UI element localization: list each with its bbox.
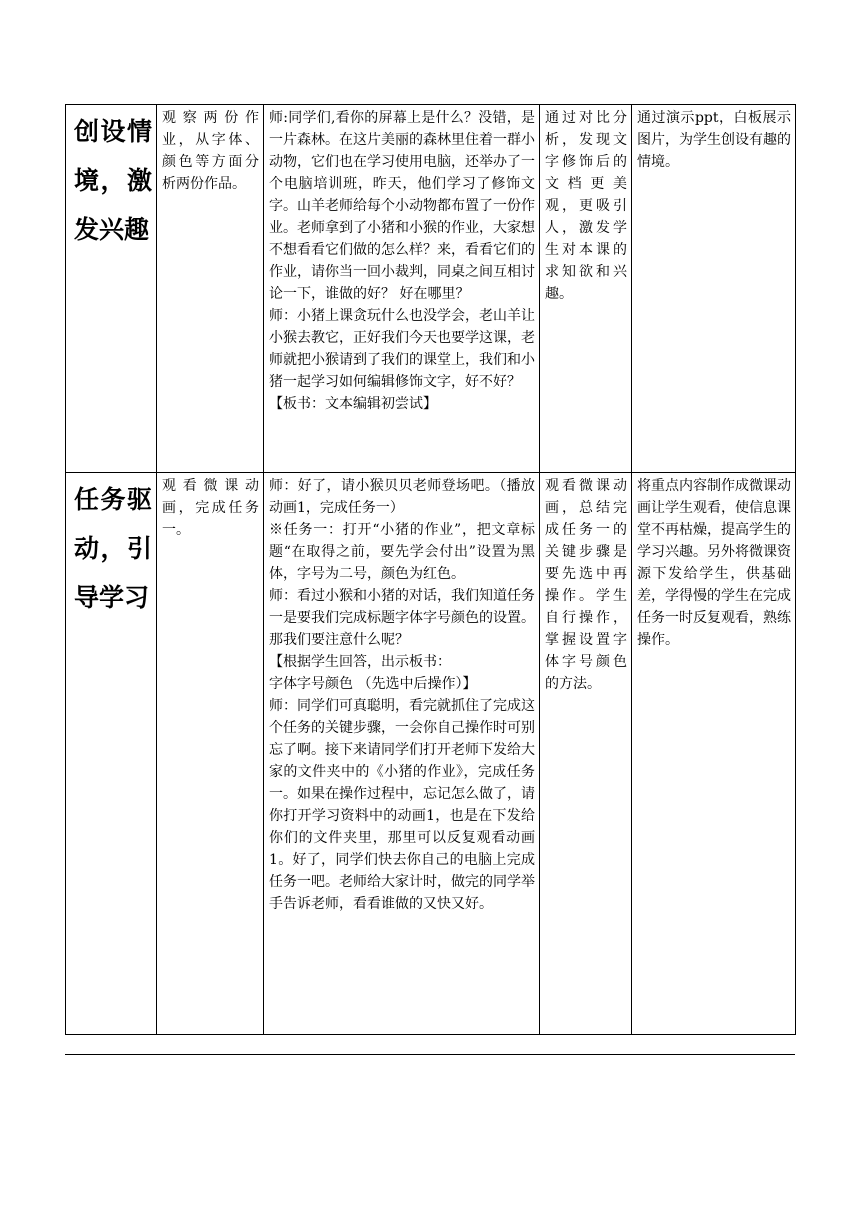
activity-cell: 观察两份作业，从字体、颜色等方面分析两份作品。 <box>157 105 264 473</box>
student-cell: 通过对比分析，发现文字修饰后的文档更美观，更吸引人，激发学生对本课的求知欲和兴趣。 <box>540 105 632 473</box>
stage-cell: 创设情境，激发兴趣 <box>66 105 157 473</box>
table-row <box>66 105 796 473</box>
process-paragraph: 【根据学生回答，出示板书： <box>269 654 451 670</box>
table-bottom-border <box>65 1054 795 1055</box>
process-paragraph: 【板书：文本编辑初尝试】 <box>269 396 437 412</box>
process-paragraph: ※任务一：打开“小猪的作业”，把文章标题“在取得之前，要先学会付出”设置为黑体，字号为二号，颜色为红色。 <box>269 522 535 582</box>
intent-cell: 将重点内容制作成微课动画让学生观看，使信息课堂不再枯燥，提高学生的学习兴趣。另外将微课资源下发给学生，供基础差，学得慢的学生在完成任务一时反复观看，熟练操作。 <box>632 473 796 1035</box>
table-row <box>66 473 796 1035</box>
lesson-plan-table <box>65 104 796 1035</box>
process-paragraph: 字体字号颜色 （先选中后操作）】 <box>269 676 477 692</box>
process-paragraph: 师：小猪上课贪玩什么也没学会，老山羊让小猴去教它，正好我们今天也要学这课，老师就把小猴请到了我们的课堂上，我们和小猪一起学习如何编辑修饰文字，好不好？ <box>269 308 535 390</box>
process-paragraph: 师：看过小猴和小猪的对话，我们知道任务一是要我们完成标题字体字号颜色的设置。那我们要注意什么呢？ <box>269 588 535 648</box>
process-cell <box>264 473 540 1035</box>
process-paragraph: 师：好了，请小猴贝贝老师登场吧。（播放动画1，完成任务一） <box>269 478 535 516</box>
process-paragraph: 师：同学们可真聪明，看完就抓住了完成这个任务的关键步骤，一会你自己操作时可别忘了啊。接下来请同学们打开老师下发给大家的文件夹中的《小猪的作业》，完成任务一。如果在操作过程中，忘记怎么做了，请你打开学习资料中的动画1，也是在下发给你们的文件夹里，那里可以反复观看动画1。好了，同学们快去你自己的电脑上完成任务一吧。老师给大家计时，做完的同学举手告诉老师，看看谁做的又快又好。 <box>269 698 535 912</box>
process-paragraph: 师:同学们,看你的屏幕上是什么？没错，是一片森林。在这片美丽的森林里住着一群小动物，它们也在学习使用电脑，还举办了一个电脑培训班，昨天，他们学习了修饰文字。山羊老师给每个小动物都布置了一份作业。老师拿到了小猪和小猴的作业，大家想不想看看它们做的怎么样？来，看看它们的作业，请你当一回小裁判，同桌之间互相讨论一下，谁做的好？ 好在哪里？ <box>269 110 535 302</box>
intent-cell: 通过演示ppt，白板展示图片，为学生创设有趣的情境。 <box>632 105 796 473</box>
activity-cell: 观看微课动画，完成任务一。 <box>157 473 264 1035</box>
student-cell: 观看微课动画，总结完成任务一的关键步骤是要先选中再操作。学生自行操作，掌握设置字体字号颜色的方法。 <box>540 473 632 1035</box>
process-cell <box>264 105 540 473</box>
stage-cell: 任务驱动，引导学习 <box>66 473 157 1035</box>
